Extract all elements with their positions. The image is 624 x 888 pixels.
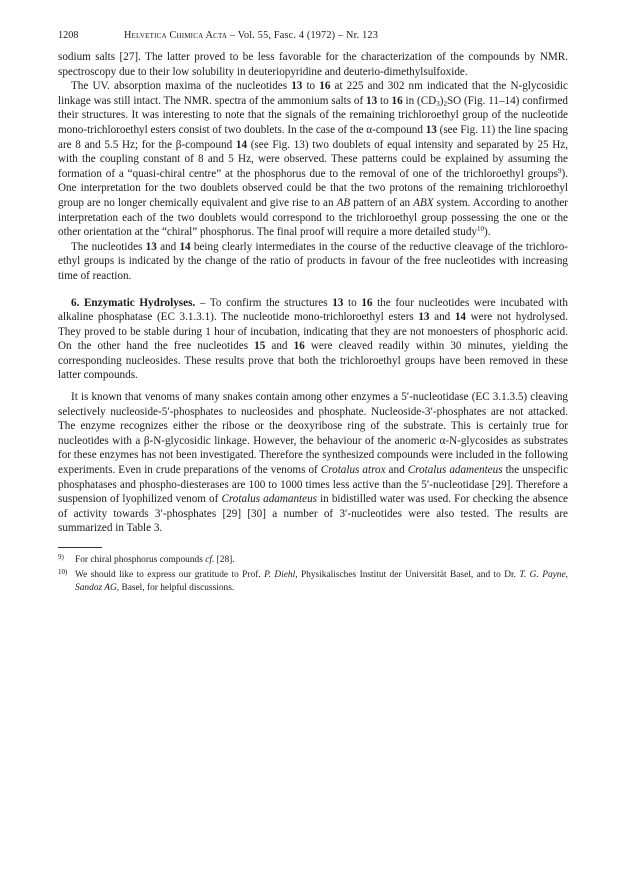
bold-text: 16 bbox=[319, 80, 331, 93]
italic-text: P. Diehl bbox=[264, 570, 296, 581]
bold-text: 16 bbox=[391, 94, 403, 107]
italic-text: AB bbox=[336, 196, 351, 209]
journal-page bbox=[58, 30, 568, 594]
italic-text: Crotalus adamenteus bbox=[407, 464, 503, 477]
footnote-mark: 10) bbox=[58, 568, 68, 577]
footnote-10 bbox=[58, 566, 568, 594]
footnote-mark: 9) bbox=[58, 553, 64, 561]
italic-text: ABX bbox=[413, 196, 434, 209]
bold-text: 13 bbox=[145, 240, 157, 253]
running-header bbox=[58, 30, 568, 41]
bold-text: 13 bbox=[332, 296, 344, 309]
footnote-ref: 10 bbox=[476, 225, 484, 234]
paragraph-intermediates: The nucleotides 13 and 14 being clearly intermediates in the course of the reductive cleavage of the trichloro-ethyl groups is indicated by the change of the ratio of products in favour of the free nucleotides with increasing time of reaction. bbox=[58, 240, 569, 282]
italic-text: T. G. Payne, Sandoz AG bbox=[75, 570, 568, 593]
paragraph-salts: sodium salts [27]. The latter proved to be less favorable for the characterization of the compounds by NMR. spectroscopy due to their low solubility in deuteriopyridine and deuterio-dimethylsulfoxide. bbox=[58, 51, 568, 78]
footnote-text: We should like to express our gratitude to Prof. P. Diehl, Physikalisches Institut der Universität Basel, and to Dr. T. G. Payne, Sandoz AG, Basel, for helpful discussions. bbox=[75, 570, 568, 593]
italic-text: Crotalus atrox bbox=[320, 464, 386, 477]
footnotes bbox=[58, 551, 568, 594]
italic-text: Crotalus adamanteus bbox=[221, 493, 317, 506]
bold-text: 15 bbox=[254, 340, 266, 353]
bold-text: 16 bbox=[293, 340, 305, 353]
journal-citation bbox=[124, 30, 568, 41]
bold-text: 16 bbox=[361, 296, 373, 309]
footnote-9 bbox=[58, 551, 568, 566]
footnote-text: For chiral phosphorus compounds cf. [28]. bbox=[75, 555, 235, 565]
bold-text: 14 bbox=[179, 240, 191, 253]
section-enzymatic-hydrolyses: 6. Enzymatic Hydrolyses. – To confirm the structures 13 to 16 the four nucleotides were incubated with alkaline phosphatase (EC 3.1.3.1). The nucleotide mono-trichloroethyl esters 13 and 14 were not hydrolysed. They proved to be stable during 1 hour of incubation, indicating that they are not monoesters of phosphoric acid. On the other hand the free nucleotides 15 and 16 were cleaved readily within 30 minutes, yielding the corresponding nucleosides. These results prove that both the trichloroethyl groups have been removed in these latter compounds. bbox=[58, 296, 568, 382]
paragraph-venoms: It is known that venoms of many snakes contain among other enzymes a 5′-nucleotidase (EC 3.1.3.5) cleaving selectively nucleoside-5′-phosphates to nucleosides and phosphate. Nucleoside-3′-phosphates are not attacked. The enzyme recognizes either the ribose or the deoxyribose ring of the substrate. This is certainly true for nucleotides with a β-N-glycosidic linkage. However, the behaviour of the anomeric α-N-glycosides as substrates for these enzymes has not been investigated. Therefore the synthesized compounds were included in the following experiments. Even in crude preparations of the venoms of Crotalus atrox and Crotalus adamenteus the unspecific phosphatases and phospho-diesterases are 100 to 1000 times less active than the 5′-nucleotidase [29]. Therefore a suspension of lyophilized venom of Crotalus adamanteus in bidistilled water was used. For checking the absence of activity towards 3′-phosphates [29] [30] a number of 3′-nucleotides were also tested. The results are summarized in Table 3. bbox=[58, 391, 569, 535]
bold-text: 13 bbox=[418, 311, 430, 324]
footnote-ref: 9 bbox=[558, 166, 562, 175]
journal-volume: – Vol. 55, Fasc. 4 (1972) – Nr. 123 bbox=[227, 30, 378, 41]
footnote-rule bbox=[58, 547, 102, 548]
bold-text: 14 bbox=[454, 311, 466, 324]
paragraph-uv-nmr: The UV. absorption maxima of the nucleotides 13 to 16 at 225 and 302 nm indicated that the N-glycosidic linkage was still intact. The NMR. spectra of the ammonium salts of 13 to 16 in $(CD_3)_2SO$ (Fig. 11–14) confirmed their structures. It was interesting to note that the signals of the remaining trichloroethyl group of the nucleotide mono-trichloroethyl esters consist of two doublets. In the case of the α-compound 13 (see Fig. 11) the line spacing are 8 and 5.5 Hz; for the β-compound 14 (see Fig. 13) two doublets of equal intensity and separated by 25 Hz, with the coupling constant of 8 and 5 Hz, were observed. These patterns could be explained by assuming the formation of a “quasi-chiral centre” at the phosphorus due to the removal of one of the trichloroethyl groups$^9$). One interpretation for the two doublets observed could be that the two protons of the remaining trichloroethyl group are no longer chemically equivalent and give rise to an AB pattern of an ABX system. According to another interpretation each of the two doublets would correspond to the trichloroethyl group possessing the one or the other orientation at the “chiral” phosphorus. The final proof will require a more detailed study$^{10}$). bbox=[58, 80, 568, 239]
italic-text: cf. bbox=[205, 555, 215, 565]
body-text bbox=[58, 50, 568, 536]
bold-text: 13 bbox=[291, 80, 303, 93]
page-number: 1208 bbox=[58, 30, 79, 41]
subscript: 2 bbox=[443, 99, 447, 108]
bold-text: 13 bbox=[366, 94, 378, 107]
subscript: 3 bbox=[436, 99, 440, 108]
bold-text: 13 bbox=[425, 123, 437, 136]
bold-text: 14 bbox=[235, 138, 248, 151]
journal-name: Helvetica Chimica Acta bbox=[124, 30, 228, 41]
bold-text: 6. Enzymatic Hydrolyses. bbox=[71, 296, 196, 309]
